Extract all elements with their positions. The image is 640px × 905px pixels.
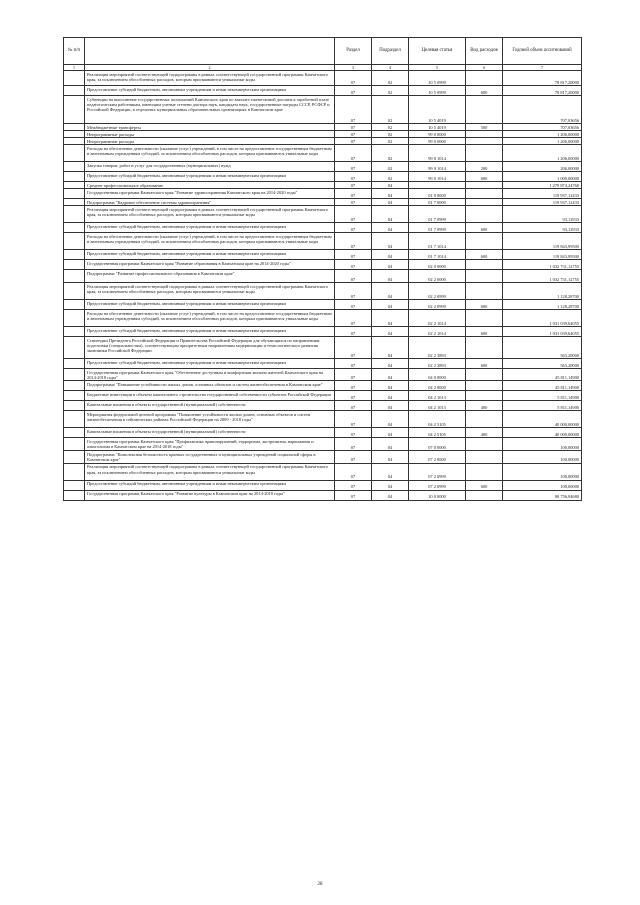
- column-index: 3: [335, 65, 372, 71]
- row-amount: 93,12933: [503, 206, 582, 223]
- row-podrazdel: 04: [372, 428, 409, 438]
- row-razdel: 07: [335, 391, 372, 401]
- row-razdel: 07: [335, 250, 372, 260]
- table-row: [64, 490, 582, 500]
- row-expense-type: [466, 463, 503, 480]
- table-row: [64, 369, 582, 381]
- row-podrazdel: 04: [372, 270, 409, 283]
- table-row: [64, 71, 582, 86]
- row-expense-type: [466, 490, 503, 500]
- row-amount: 563,20000: [503, 359, 582, 369]
- row-amount: 1 128,28700: [503, 300, 582, 310]
- row-razdel: 07: [335, 223, 372, 233]
- page-number: 28: [317, 882, 323, 887]
- row-podrazdel: 04: [372, 250, 409, 260]
- row-number: [64, 96, 85, 124]
- row-target-article: 02 2 0999: [409, 300, 466, 310]
- row-razdel: 07: [335, 138, 372, 145]
- row-target-article: 04 2 1013: [409, 391, 466, 401]
- row-podrazdel: 04: [372, 199, 409, 206]
- table-row: [64, 138, 582, 145]
- row-target-article: 99 0 0000: [409, 131, 466, 138]
- row-amount: 206,00000: [503, 162, 582, 172]
- row-podrazdel: 04: [372, 310, 409, 327]
- row-amount: 1 031 039,64055: [503, 310, 582, 327]
- row-razdel: 07: [335, 86, 372, 96]
- row-expense-type: [466, 438, 503, 451]
- table-row: [64, 270, 582, 283]
- row-podrazdel: 04: [372, 300, 409, 310]
- header-expense-type: Вид расходов: [466, 38, 503, 65]
- row-number: [64, 199, 85, 206]
- row-name: Предоставление субсидий бюджетным, автономным учреждениям и иным некоммерческим организациям: [85, 480, 335, 490]
- row-expense-type: 600: [466, 300, 503, 310]
- row-number: [64, 124, 85, 131]
- row-name: Капитальные вложения в объекты государственной (муниципальной) собственности: [85, 428, 335, 438]
- row-expense-type: 600: [466, 86, 503, 96]
- row-razdel: 07: [335, 310, 372, 327]
- column-index: 7: [503, 65, 582, 71]
- row-name: Расходы на обеспечение деятельности (оказание услуг) учреждений, в том числе на предоставление государственным бюджетным и автономным учреждениям субсидий, за исключением обособленных расходов, которым присваиваются уникальные коды: [85, 233, 335, 250]
- table-row: [64, 96, 582, 124]
- row-amount: 78 817,20000: [503, 86, 582, 96]
- row-number: [64, 401, 85, 411]
- row-expense-type: [466, 138, 503, 145]
- row-expense-type: [466, 71, 503, 86]
- row-razdel: 07: [335, 327, 372, 337]
- row-expense-type: [466, 145, 503, 162]
- row-expense-type: 600: [466, 480, 503, 490]
- row-name: Реализация мероприятий соответствующей подпрограммы в рамках соответствующей государственной программы Камчатского края, за исключением обособленных расходов, которым присваиваются уникальные коды: [85, 463, 335, 480]
- row-podrazdel: 04: [372, 401, 409, 411]
- row-number: [64, 145, 85, 162]
- row-razdel: 07: [335, 359, 372, 369]
- row-amount: 707,03656: [503, 124, 582, 131]
- row-razdel: 07: [335, 270, 372, 283]
- row-target-article: 04 2 5105: [409, 428, 466, 438]
- column-index: 1: [64, 65, 85, 71]
- row-expense-type: 600: [466, 250, 503, 260]
- row-expense-type: [466, 310, 503, 327]
- column-index: 6: [466, 65, 503, 71]
- row-number: [64, 428, 85, 438]
- table-row: [64, 300, 582, 310]
- row-target-article: 01 7 1014: [409, 233, 466, 250]
- row-target-article: 04 2 0000: [409, 381, 466, 391]
- row-name: Мероприятия федеральной целевой программы "Повышение устойчивости жилых домов, основных объектов и систем жизнеобеспечения в сейсмических районах Российской Федерации на 2009 - 2018 годы": [85, 411, 335, 428]
- table-row: [64, 283, 582, 300]
- row-number: [64, 369, 85, 381]
- row-number: [64, 182, 85, 189]
- row-target-article: 01 7 0000: [409, 199, 466, 206]
- table-row: [64, 401, 582, 411]
- table-row: [64, 172, 582, 182]
- table-row: [64, 145, 582, 162]
- table-row: [64, 250, 582, 260]
- row-expense-type: [466, 206, 503, 223]
- table-row: [64, 206, 582, 223]
- table-row: [64, 223, 582, 233]
- row-razdel: 07: [335, 131, 372, 138]
- row-target-article: 02 2 1014: [409, 310, 466, 327]
- row-podrazdel: 02: [372, 172, 409, 182]
- row-target-article: 02 0 0000: [409, 260, 466, 270]
- row-target-article: 01 7 1014: [409, 250, 466, 260]
- row-razdel: 07: [335, 145, 372, 162]
- row-name: Реализация мероприятий соответствующей подпрограммы в рамках соответствующей государственной программы Камчатского края, за исключением обособленных расходов, которым присваиваются уникальные коды: [85, 206, 335, 223]
- row-target-article: 10 5 4019: [409, 96, 466, 124]
- row-number: [64, 391, 85, 401]
- row-expense-type: [466, 337, 503, 359]
- row-podrazdel: 04: [372, 233, 409, 250]
- row-target-article: 02 2 0999: [409, 283, 466, 300]
- row-expense-type: 600: [466, 223, 503, 233]
- row-razdel: 07: [335, 411, 372, 428]
- table-row: [64, 438, 582, 451]
- row-podrazdel: 02: [372, 124, 409, 131]
- row-podrazdel: 04: [372, 327, 409, 337]
- row-razdel: 07: [335, 71, 372, 86]
- row-expense-type: [466, 270, 503, 283]
- row-expense-type: [466, 381, 503, 391]
- row-name: Государственная программа Камчатского края "Развитие образования в Камчатском крае на 2014-2020 годы": [85, 260, 335, 270]
- row-number: [64, 71, 85, 86]
- row-target-article: 01 7 0999: [409, 223, 466, 233]
- row-amount: 45 811,14900: [503, 369, 582, 381]
- row-number: [64, 451, 85, 463]
- row-name: Предоставление субсидий бюджетным, автономным учреждениям и иным некоммерческим организациям: [85, 86, 335, 96]
- row-amount: 100,00000: [503, 463, 582, 480]
- row-razdel: 07: [335, 182, 372, 189]
- row-podrazdel: 04: [372, 206, 409, 223]
- row-podrazdel: 04: [372, 182, 409, 189]
- row-razdel: 07: [335, 233, 372, 250]
- row-expense-type: 600: [466, 327, 503, 337]
- row-name: Расходы на обеспечение деятельности (оказание услуг) учреждений, в том числе на предоставление государственным бюджетным и автономным учреждениям субсидий, за исключением обособленных расходов, которым присваиваются уникальные коды: [85, 310, 335, 327]
- row-razdel: 07: [335, 337, 372, 359]
- row-number: [64, 233, 85, 250]
- table-row: [64, 480, 582, 490]
- row-amount: 1 206,00000: [503, 138, 582, 145]
- column-index: 4: [372, 65, 409, 71]
- row-target-article: [409, 182, 466, 189]
- row-name: Расходы на обеспечение деятельности (оказание услуг) учреждений, в том числе на предоставление государственным бюджетным и автономным учреждениям субсидий, за исключением обособленных расходов, которым присваиваются уникальные коды: [85, 145, 335, 162]
- row-podrazdel: 04: [372, 490, 409, 500]
- row-name: Государственная программа Камчатского края "Профилактика правонарушений, терроризма, экстремизма, наркомании и алкоголизма в Камчатском крае на 2014-2018 годы": [85, 438, 335, 451]
- row-expense-type: 500: [466, 124, 503, 131]
- row-amount: 1 000,00000: [503, 172, 582, 182]
- row-expense-type: 200: [466, 162, 503, 172]
- table-row: [64, 162, 582, 172]
- row-target-article: 02 2 3893: [409, 337, 466, 359]
- row-expense-type: 600: [466, 172, 503, 182]
- row-podrazdel: 04: [372, 411, 409, 428]
- row-razdel: 07: [335, 124, 372, 131]
- row-razdel: 07: [335, 463, 372, 480]
- row-podrazdel: 04: [372, 480, 409, 490]
- row-target-article: 07 0 0000: [409, 438, 466, 451]
- table-row: [64, 327, 582, 337]
- row-podrazdel: 04: [372, 391, 409, 401]
- row-expense-type: 400: [466, 428, 503, 438]
- row-name: Закупка товаров, работ и услуг для государственных (муниципальных) нужд: [85, 162, 335, 172]
- row-target-article: 10 5 0999: [409, 86, 466, 96]
- row-amount: 100,00000: [503, 438, 582, 451]
- row-podrazdel: 02: [372, 71, 409, 86]
- row-amount: 119 843,99500: [503, 233, 582, 250]
- row-amount: 5 811,14900: [503, 391, 582, 401]
- row-podrazdel: 04: [372, 223, 409, 233]
- row-target-article: 04 2 5105: [409, 411, 466, 428]
- row-number: [64, 337, 85, 359]
- row-name: Государственная программа Камчатского края "Развитие здравоохранения Камчатского края на 2014-2020 годы": [85, 189, 335, 199]
- row-number: [64, 411, 85, 428]
- row-podrazdel: 02: [372, 138, 409, 145]
- row-number: [64, 327, 85, 337]
- row-target-article: 01 7 0999: [409, 206, 466, 223]
- row-target-article: 10 5 0999: [409, 71, 466, 86]
- row-razdel: 07: [335, 199, 372, 206]
- row-amount: 119 937,12433: [503, 189, 582, 199]
- row-expense-type: [466, 189, 503, 199]
- row-amount: 1 128,28700: [503, 283, 582, 300]
- row-amount: 1 032 731,12755: [503, 270, 582, 283]
- table-row: [64, 451, 582, 463]
- table-row: [64, 428, 582, 438]
- table-row: [64, 359, 582, 369]
- row-name: Капитальные вложения в объекты государственной (муниципальной) собственности: [85, 401, 335, 411]
- row-expense-type: 600: [466, 359, 503, 369]
- row-expense-type: [466, 451, 503, 463]
- row-expense-type: [466, 96, 503, 124]
- row-name: Среднее профессиональное образование: [85, 182, 335, 189]
- row-number: [64, 223, 85, 233]
- table-row: [64, 182, 582, 189]
- row-number: [64, 206, 85, 223]
- row-target-article: 02 2 3893: [409, 359, 466, 369]
- row-razdel: 07: [335, 96, 372, 124]
- row-number: [64, 189, 85, 199]
- row-name: Стипендии Президента Российской Федерации и Правительства Российской Федерации для обучающихся по направлениям подготовки (специальностям), соответствующим приоритетным направлениям модернизации и технологического развития экономики Российской Федерации: [85, 337, 335, 359]
- table-row: [64, 199, 582, 206]
- table-body: [64, 71, 582, 501]
- row-razdel: 07: [335, 172, 372, 182]
- row-number: [64, 131, 85, 138]
- row-razdel: 07: [335, 283, 372, 300]
- row-target-article: 99 0 1014: [409, 172, 466, 182]
- row-podrazdel: 04: [372, 451, 409, 463]
- row-podrazdel: 04: [372, 260, 409, 270]
- row-name: Подпрограмма "Комплексная безопасность краевых государственных и муниципальных учреждений социальной сферы в Камчатском крае": [85, 451, 335, 463]
- row-target-article: 99 0 1014: [409, 162, 466, 172]
- row-name: Государственная программа Камчатского края "Обеспечение доступным и комфортным жильем жителей Камчатского края на 2014-2018 годы": [85, 369, 335, 381]
- row-razdel: 07: [335, 300, 372, 310]
- row-podrazdel: 02: [372, 162, 409, 172]
- row-podrazdel: 02: [372, 131, 409, 138]
- table-row: [64, 260, 582, 270]
- row-name: Субвенции на выполнение государственных полномочий Камчатского края по выплате ежемесячной доплаты к заработной плате педагогическим работникам, имеющим ученые степени доктора наук, кандидата наук, государственные награды СССР, РСФСР и Российской Федерации, в отдельных муниципальных образовательных организациях в Камчатском крае: [85, 96, 335, 124]
- row-amount: 40 000,00000: [503, 411, 582, 428]
- row-name: Подпрограмма "Кадровое обеспечение системы здравоохранения": [85, 199, 335, 206]
- row-amount: 78 817,20000: [503, 71, 582, 86]
- row-number: [64, 359, 85, 369]
- row-expense-type: 400: [466, 401, 503, 411]
- row-name: Предоставление субсидий бюджетным, автономным учреждениям и иным некоммерческим организациям: [85, 223, 335, 233]
- row-podrazdel: 02: [372, 86, 409, 96]
- row-target-article: 10 0 0000: [409, 490, 466, 500]
- row-name: Государственная программа Камчатского края "Развитие культуры в Камчатском крае на 2014-2018 годы": [85, 490, 335, 500]
- row-target-article: 10 5 4019: [409, 124, 466, 131]
- row-name: Подпрограмма "Повышение устойчивости жилых домов, основных объектов и систем жизнеобеспечения в Камчатском крае": [85, 381, 335, 391]
- table-row: [64, 463, 582, 480]
- header-num: № п/п: [64, 38, 85, 65]
- header-annual-amount: Годовой объем ассигнований: [503, 38, 582, 65]
- row-target-article: 04 2 1013: [409, 401, 466, 411]
- row-name: Предоставление субсидий бюджетным, автономным учреждениям и иным некоммерческим организациям: [85, 172, 335, 182]
- row-podrazdel: 04: [372, 283, 409, 300]
- row-number: [64, 260, 85, 270]
- row-expense-type: [466, 182, 503, 189]
- row-name: Реализация мероприятий соответствующей подпрограммы в рамках соответствующей государственной программы Камчатского края, за исключением обособленных расходов, которым присваиваются уникальные коды: [85, 283, 335, 300]
- row-name: Межбюджетные трансферты: [85, 124, 335, 131]
- row-razdel: 07: [335, 490, 372, 500]
- row-number: [64, 480, 85, 490]
- row-name: Предоставление субсидий бюджетным, автономным учреждениям и иным некоммерческим организациям: [85, 300, 335, 310]
- header-podrazdel: Подраздел: [372, 38, 409, 65]
- table-row: [64, 189, 582, 199]
- row-expense-type: [466, 233, 503, 250]
- row-number: [64, 310, 85, 327]
- row-podrazdel: 02: [372, 96, 409, 124]
- row-number: [64, 300, 85, 310]
- row-number: [64, 463, 85, 480]
- row-amount: 1 279 874,24768: [503, 182, 582, 189]
- row-number: [64, 138, 85, 145]
- row-podrazdel: 04: [372, 189, 409, 199]
- row-target-article: 07 2 0000: [409, 451, 466, 463]
- table-header-row: [64, 38, 582, 65]
- row-name: Реализация мероприятий соответствующей подпрограммы в рамках соответствующей государственной программы Камчатского края, за исключением обособленных расходов, которым присваиваются уникальные коды: [85, 71, 335, 86]
- row-podrazdel: 04: [372, 337, 409, 359]
- row-amount: 40 000,00000: [503, 428, 582, 438]
- row-target-article: 99 0 0000: [409, 138, 466, 145]
- table-row: [64, 86, 582, 96]
- row-name: Предоставление субсидий бюджетным, автономным учреждениям и иным некоммерческим организациям: [85, 250, 335, 260]
- row-target-article: 99 0 1014: [409, 145, 466, 162]
- row-razdel: 07: [335, 480, 372, 490]
- row-razdel: 07: [335, 428, 372, 438]
- row-amount: 119 937,12433: [503, 199, 582, 206]
- row-amount: 45 811,14900: [503, 381, 582, 391]
- table-row: [64, 310, 582, 327]
- row-number: [64, 86, 85, 96]
- row-amount: 563,20000: [503, 337, 582, 359]
- row-name: Подпрограмма "Развитие профессионального образования в Камчатском крае": [85, 270, 335, 283]
- row-number: [64, 270, 85, 283]
- row-razdel: 07: [335, 401, 372, 411]
- table-row: [64, 411, 582, 428]
- row-amount: 80 756,94680: [503, 490, 582, 500]
- row-razdel: 07: [335, 189, 372, 199]
- row-number: [64, 490, 85, 500]
- row-target-article: 02 2 1014: [409, 327, 466, 337]
- row-expense-type: [466, 199, 503, 206]
- row-number: [64, 162, 85, 172]
- row-razdel: 07: [335, 438, 372, 451]
- row-amount: 93,12933: [503, 223, 582, 233]
- table-row: [64, 381, 582, 391]
- column-index: 5: [409, 65, 466, 71]
- header-target-article: Целевая статья: [409, 38, 466, 65]
- table-row: [64, 391, 582, 401]
- row-number: [64, 438, 85, 451]
- row-name: Предоставление субсидий бюджетным, автономным учреждениям и иным некоммерческим организациям: [85, 359, 335, 369]
- row-razdel: 07: [335, 451, 372, 463]
- row-amount: 1 206,00000: [503, 131, 582, 138]
- budget-table: [63, 37, 582, 501]
- row-razdel: 07: [335, 260, 372, 270]
- row-podrazdel: 04: [372, 438, 409, 451]
- row-number: [64, 381, 85, 391]
- table-row: [64, 124, 582, 131]
- row-amount: 1 206,00000: [503, 145, 582, 162]
- table-row: [64, 131, 582, 138]
- row-podrazdel: 04: [372, 463, 409, 480]
- table-row: [64, 337, 582, 359]
- row-podrazdel: 02: [372, 145, 409, 162]
- row-target-article: 04 0 0000: [409, 369, 466, 381]
- row-target-article: 07 2 0999: [409, 463, 466, 480]
- row-podrazdel: 04: [372, 359, 409, 369]
- row-razdel: 07: [335, 381, 372, 391]
- row-razdel: 07: [335, 206, 372, 223]
- row-name: Предоставление субсидий бюджетным, автономным учреждениям и иным некоммерческим организациям: [85, 327, 335, 337]
- row-amount: 100,00000: [503, 451, 582, 463]
- row-number: [64, 283, 85, 300]
- row-razdel: 07: [335, 162, 372, 172]
- row-podrazdel: 04: [372, 381, 409, 391]
- row-name: Бюджетные инвестиции в объекты капитального строительства государственной собственности субъектов Российской Федерации: [85, 391, 335, 401]
- row-expense-type: [466, 260, 503, 270]
- row-name: Непрограммные расходы: [85, 131, 335, 138]
- header-razdel: Раздел: [335, 38, 372, 65]
- row-amount: 5 811,14900: [503, 401, 582, 411]
- row-name: Непрограммные расходы: [85, 138, 335, 145]
- row-amount: 1 031 039,64055: [503, 327, 582, 337]
- row-expense-type: [466, 411, 503, 428]
- row-expense-type: [466, 131, 503, 138]
- row-target-article: 07 2 0999: [409, 480, 466, 490]
- header-name: [85, 38, 335, 65]
- table-row: [64, 233, 582, 250]
- row-amount: 707,03656: [503, 96, 582, 124]
- row-amount: 1 032 731,12755: [503, 260, 582, 270]
- row-podrazdel: 04: [372, 369, 409, 381]
- row-expense-type: [466, 369, 503, 381]
- row-expense-type: [466, 283, 503, 300]
- row-expense-type: [466, 391, 503, 401]
- row-amount: 100,00000: [503, 480, 582, 490]
- column-index: 2: [85, 65, 335, 71]
- row-target-article: 01 0 0000: [409, 189, 466, 199]
- row-razdel: 07: [335, 369, 372, 381]
- row-number: [64, 172, 85, 182]
- row-amount: 119 843,99500: [503, 250, 582, 260]
- row-target-article: 02 2 0000: [409, 270, 466, 283]
- row-number: [64, 250, 85, 260]
